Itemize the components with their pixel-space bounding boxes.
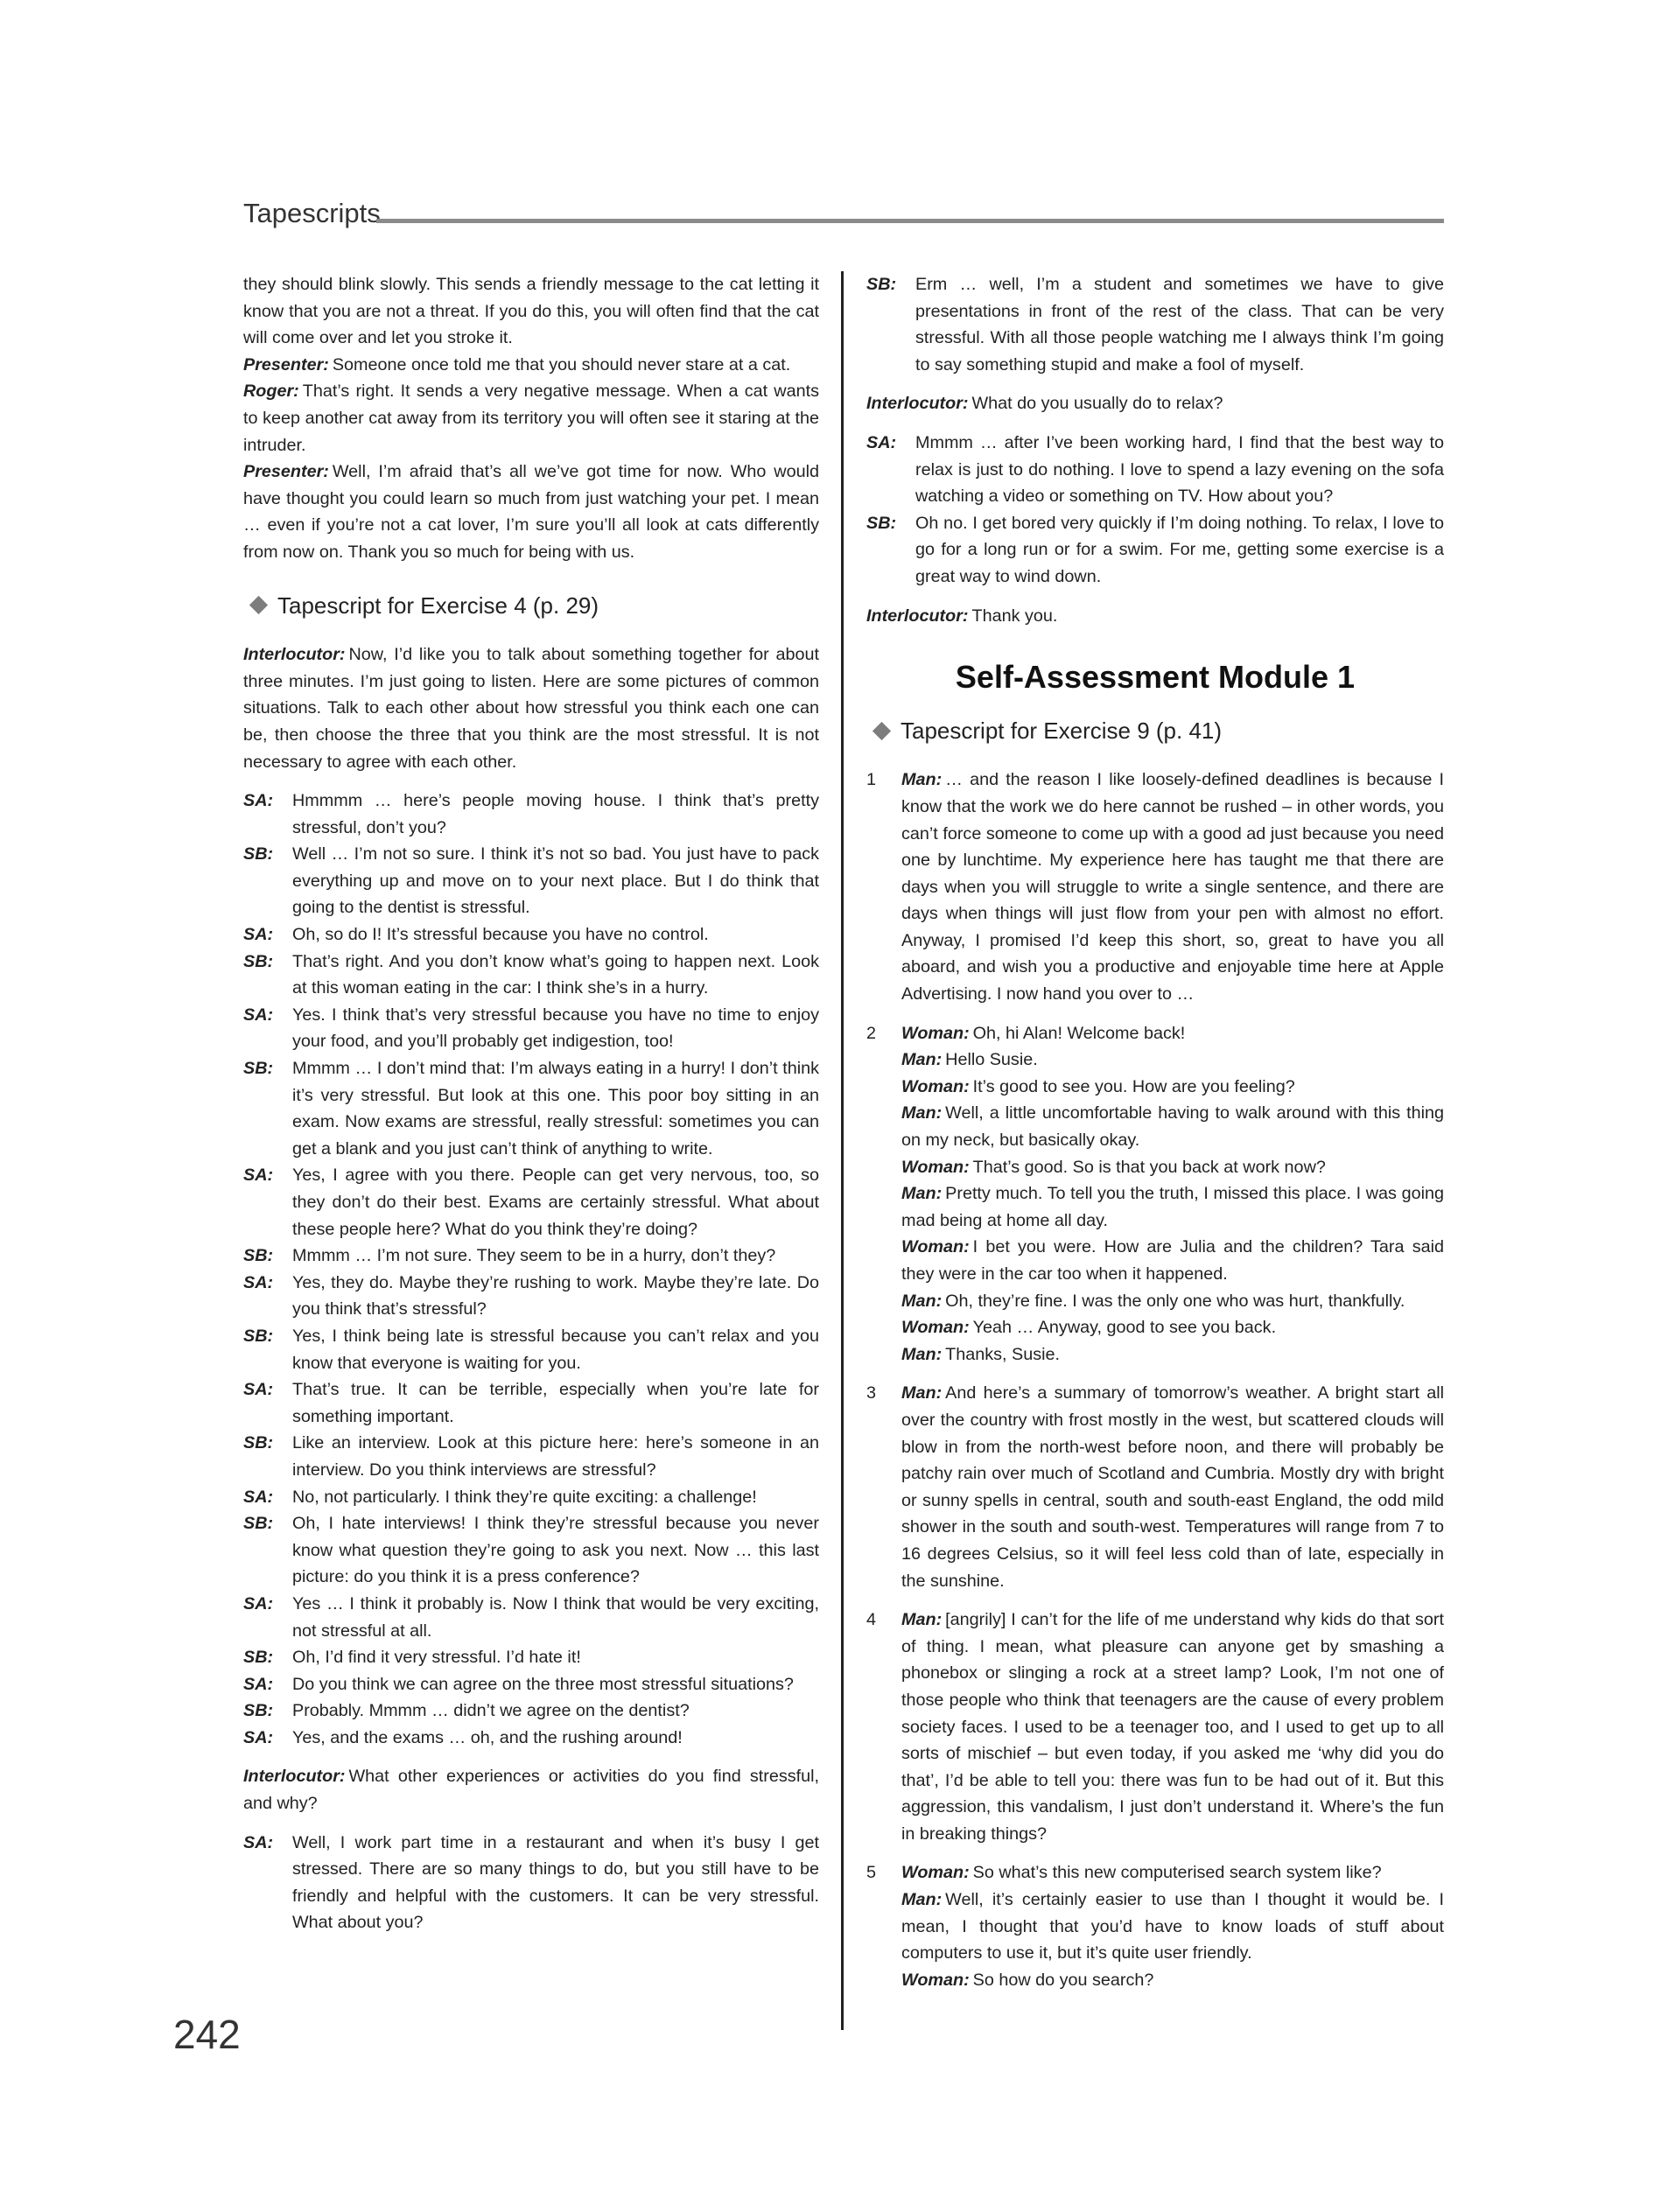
line-text: … and the reason I like loosely-defined deadlines is because I know that the work we do here cannot be rushed – in other words, you can’t force someone to come up with a good ad just because you need one by lunchtime. My experience here has taught me that there are days when you will struggle to write a single sentence, and there are days when things will just flow from your pen with almost no effort. Anyway, I promised I’d keep this short, so, great to have you all aboard, and wish you a productive and enjoyable time here at Apple Advertising. I now hand you over to … <box>901 770 1444 1004</box>
interlocutor-paragraph <box>866 390 1444 417</box>
paragraph-text: Someone once told me that you should never stare at a cat. <box>332 354 791 374</box>
item-line <box>901 1314 1444 1341</box>
exercise-heading-text: Tapescript for Exercise 4 (p. 29) <box>277 592 599 619</box>
paragraph-text: they should blink slowly. This sends a friendly message to the cat letting it know that you are not a threat. If you do this, you will often find that the cat will come over and let you stroke it. <box>243 275 819 348</box>
item-body <box>901 1606 1444 1847</box>
numbered-item <box>866 1380 1444 1594</box>
turn-text: Do you think we can agree on the three most stressful situations? <box>292 1674 794 1694</box>
speaker-label: Man: <box>901 1050 943 1070</box>
item-line <box>901 1859 1444 1886</box>
speaker-label: SB: <box>243 951 274 971</box>
turn-text: Yes, I agree with you there. People can get very nervous, too, so they don’t do their best. Exams are certainly stressful. What about these people here? What do you think they’re doing? <box>292 1166 819 1239</box>
dialogue-turn <box>243 1671 819 1698</box>
dialogue-turn <box>243 1055 819 1162</box>
item-line <box>901 766 1444 1007</box>
speaker-label: Man: <box>901 1184 943 1204</box>
speaker-label: SB: <box>866 513 897 533</box>
speaker-label: Woman: <box>901 1237 970 1257</box>
turn-text: Well, I work part time in a restaurant and when it’s busy I get stressed. There are so many things to do, but you still have to be friendly and helpful with the customers. It can be very stressful. What about you? <box>292 1832 819 1933</box>
item-line <box>901 1046 1444 1074</box>
dialogue-turn <box>243 1510 819 1591</box>
speaker-label: SA: <box>243 1727 274 1747</box>
item-line <box>901 1380 1444 1594</box>
numbered-item <box>866 1859 1444 1993</box>
speaker-label: SB: <box>243 1059 274 1079</box>
turn-text: Probably. Mmmm … didn’t we agree on the dentist? <box>292 1701 690 1721</box>
dialogue-block <box>866 430 1444 591</box>
interlocutor-paragraph <box>243 1763 819 1816</box>
paragraph <box>243 378 819 458</box>
speaker-label: Presenter: <box>243 462 329 482</box>
turn-text: No, not particularly. I think they’re quite exciting: a challenge! <box>292 1487 757 1507</box>
dialogue-block <box>866 271 1444 378</box>
line-text: So how do you search? <box>972 1970 1154 1990</box>
item-number: 5 <box>866 1863 877 1883</box>
speaker-label: Man: <box>901 770 943 790</box>
turn-text: Mmmm … after I’ve been working hard, I find that the best way to relax is just to do nothing. I love to spend a lazy evening on the sofa watching a video or something on TV. How about you? <box>915 432 1444 507</box>
speaker-label: Woman: <box>901 1970 970 1990</box>
speaker-label: Woman: <box>901 1157 970 1177</box>
speaker-label: Woman: <box>901 1863 970 1883</box>
item-line <box>901 1967 1444 1994</box>
dialogue-block <box>243 1830 819 1936</box>
speaker-label: SA: <box>243 1832 274 1852</box>
item-number: 1 <box>866 770 877 790</box>
turn-text: Yes, I think being late is stressful because you can’t relax and you know that everyone is waiting for you. <box>292 1326 819 1373</box>
paragraph-text: Thank you. <box>971 606 1058 626</box>
page-header <box>243 198 1444 233</box>
paragraph-text: That’s right. It sends a very negative message. When a cat wants to keep another cat away from its territory you will often see it staring at the intruder. <box>243 382 819 455</box>
speaker-label: Presenter: <box>243 354 329 374</box>
item-number: 2 <box>866 1023 877 1043</box>
dialogue-turn <box>243 1644 819 1671</box>
dialogue-turn <box>243 1376 819 1430</box>
turn-text: Like an interview. Look at this picture here: here’s someone in an interview. Do you think interviews are stressful? <box>292 1433 819 1480</box>
dialogue-block <box>243 788 819 1751</box>
turn-text: Yes. I think that’s very stressful because you have no time to enjoy your food, and you’ll probably get indigestion, too! <box>292 1004 819 1052</box>
dialogue-turn <box>243 1698 819 1725</box>
speaker-label: SA: <box>243 1166 274 1186</box>
speaker-label: SA: <box>243 925 274 945</box>
dialogue-turn <box>243 948 819 1002</box>
item-line <box>901 1606 1444 1847</box>
paragraph-text: What other experiences or activities do you find stressful, and why? <box>243 1767 819 1814</box>
numbered-item <box>866 1606 1444 1847</box>
interlocutor-paragraph <box>243 641 819 775</box>
dialogue-turn <box>243 1162 819 1242</box>
dialogue-turn <box>243 1484 819 1511</box>
line-text: Oh, they’re fine. I was the only one who was hurt, thankfully. <box>945 1291 1405 1311</box>
speaker-label: SB: <box>866 275 897 294</box>
item-line <box>901 1100 1444 1153</box>
speaker-label: SA: <box>243 791 274 811</box>
dialogue-turn <box>243 921 819 948</box>
line-text: It’s good to see you. How are you feeling? <box>972 1076 1295 1096</box>
speaker-label: SA: <box>243 1487 274 1507</box>
item-line <box>901 1074 1444 1101</box>
paragraph-text: What do you usually do to relax? <box>971 394 1223 414</box>
numbered-item <box>866 766 1444 1007</box>
speaker-label: Woman: <box>901 1076 970 1096</box>
line-text: Thanks, Susie. <box>945 1344 1060 1364</box>
speaker-label: SA: <box>243 1674 274 1694</box>
speaker-label: SA: <box>243 1380 274 1400</box>
interlocutor-paragraph <box>866 603 1444 630</box>
speaker-label: Roger: <box>243 382 299 402</box>
column-divider <box>841 271 844 2030</box>
line-text: Well, a little uncomfortable having to walk around with this thing on my neck, but basically okay. <box>901 1103 1444 1151</box>
line-text: Pretty much. To tell you the truth, I missed this place. I was going mad being at home all day. <box>901 1184 1444 1230</box>
speaker-label: SA: <box>243 1272 274 1292</box>
item-line <box>901 1020 1444 1047</box>
speaker-label: Man: <box>901 1383 943 1404</box>
item-number: 4 <box>866 1610 877 1630</box>
turn-text: Well … I’m not so sure. I think it’s not so bad. You just have to pack everything up and move on to your next place. But I do think that going to the dentist is stressful. <box>292 844 819 918</box>
dialogue-turn <box>243 1323 819 1376</box>
item-body <box>901 1859 1444 1993</box>
left-intro <box>243 271 819 566</box>
paragraph <box>243 271 819 352</box>
turn-text: Hmmmm … here’s people moving house. I think that’s pretty stressful, don’t you? <box>292 791 819 837</box>
speaker-label: Interlocutor: <box>243 645 346 665</box>
exercise-heading-text: Tapescript for Exercise 9 (p. 41) <box>901 717 1223 744</box>
speaker-label: Woman: <box>901 1023 970 1043</box>
turn-text: Oh no. I get bored very quickly if I’m doing nothing. To relax, I love to go for a long run or for a swim. For me, getting some exercise is a great way to wind down. <box>915 513 1444 586</box>
turn-text: Oh, so do I! It’s stressful because you have no control. <box>292 925 709 945</box>
page-number: 242 <box>173 2012 241 2057</box>
turn-text: That’s true. It can be terrible, especially when you’re late for something important. <box>292 1380 819 1426</box>
exercise-heading <box>875 718 1444 745</box>
turn-text: Erm … well, I’m a student and sometimes we have to give presentations in front of the rest of the class. That can be very stressful. With all those people watching me I always think I’m going to say something stupid and make a fool of myself. <box>915 275 1444 374</box>
paragraph <box>243 352 819 379</box>
paragraph <box>243 458 819 565</box>
item-line <box>901 1234 1444 1287</box>
line-text: Yeah … Anyway, good to see you back. <box>972 1318 1277 1338</box>
paragraph-text: Well, I’m afraid that’s all we’ve got time for now. Who would have thought you could learn so much from just watching your pet. I mean … even if you’re not a cat lover, I’m sure you’ll all look at cats differently from now on. Thank you so much for being with us. <box>243 462 819 562</box>
speaker-label: SB: <box>243 1514 274 1534</box>
item-line <box>901 1288 1444 1315</box>
line-text: And here’s a summary of tomorrow’s weather. A bright start all over the country with frost mostly in the west, but scattered clouds will blow in from the north-west before noon, and there will probably be patchy rain over much of Scotland and Cumbria. Mostly dry with bright or sunny spells in central, south and south-east England, the odd mild shower in the south and south-west. Temperatures will range from 7 to 16 degrees Celsius, so it will feel less cold than of late, especially in the sunshine. <box>901 1383 1444 1591</box>
dialogue-turn <box>243 1591 819 1644</box>
turn-text: Yes, and the exams … oh, and the rushing around! <box>292 1727 683 1747</box>
paragraph-text: Now, I’d like you to talk about something together for about three minutes. I’m just going to listen. Here are some pictures of common situations. Talk to each other about how stressful you think each one can be, then choose the three that you think are the most stressful. It is not necessary to agree with each other. <box>243 645 819 772</box>
header-rule <box>376 219 1444 223</box>
speaker-label: SA: <box>866 432 897 452</box>
speaker-label: Man: <box>901 1610 943 1630</box>
speaker-label: SB: <box>243 844 274 864</box>
speaker-label: SB: <box>243 1648 274 1668</box>
speaker-label: Man: <box>901 1344 943 1364</box>
item-line <box>901 1341 1444 1368</box>
numbered-items <box>866 766 1444 1993</box>
dialogue-turn <box>243 1725 819 1752</box>
line-text: Well, it’s certainly easier to use than I thought it would be. I mean, I thought that you’d have to know loads of stuff about computers to use it, but it’s quite user friendly. <box>901 1890 1444 1964</box>
dialogue-turn <box>866 271 1444 378</box>
dialogue-turn <box>866 510 1444 591</box>
diamond-bullet-icon <box>249 596 268 614</box>
dialogue-turn <box>243 788 819 841</box>
speaker-label: SA: <box>243 1004 274 1025</box>
turn-text: Yes, they do. Maybe they’re rushing to work. Maybe they’re late. Do you think that’s stressful? <box>292 1272 819 1320</box>
dialogue-turn <box>243 1242 819 1270</box>
line-text: I bet you were. How are Julia and the children? Tara said they were in the car too when it happened. <box>901 1237 1444 1284</box>
dialogue-turn <box>243 841 819 921</box>
turn-text: Yes … I think it probably is. Now I think that would be very exciting, not stressful at all. <box>292 1593 819 1641</box>
speaker-label: SA: <box>243 1593 274 1614</box>
item-line <box>901 1886 1444 1967</box>
numbered-item <box>866 1020 1444 1368</box>
module-title: Self-Assessment Module 1 <box>955 659 1356 696</box>
item-body <box>901 1020 1444 1368</box>
line-text: Oh, hi Alan! Welcome back! <box>972 1023 1186 1043</box>
dialogue-turn <box>243 1002 819 1055</box>
turn-text: That’s right. And you don’t know what’s going to happen next. Look at this woman eating in the car: I think she’s in a hurry. <box>292 951 819 998</box>
header-title: Tapescripts <box>243 198 381 228</box>
line-text: So what’s this new computerised search system like? <box>972 1863 1382 1883</box>
item-body <box>901 1380 1444 1594</box>
speaker-label: Man: <box>901 1103 943 1124</box>
item-number: 3 <box>866 1383 877 1404</box>
line-text: [angrily] I can’t for the life of me understand why kids do that sort of thing. I mean, what pleasure can anyone get by smashing a phonebox or slinging a rock at a street lamp? Look, I’m not one of those people who think that teenagers are the cause of every problem society faces. I used to be a teenager too, and I used to get up to all sorts of mischief – but even today, if you asked me ‘why did you do that’, I’d be able to tell you: there was fun to be had out of it. But this aggression, this vandalism, I just don’t understand it. Where’s the fun in breaking things? <box>901 1610 1444 1844</box>
line-text: Hello Susie. <box>945 1050 1038 1070</box>
dialogue-turn <box>243 1270 819 1323</box>
turn-text: Mmmm … I’m not sure. They seem to be in a hurry, don’t they? <box>292 1246 776 1266</box>
turn-text: Oh, I’d find it very stressful. I’d hate it! <box>292 1648 581 1668</box>
speaker-label: SB: <box>243 1246 274 1266</box>
speaker-label: SB: <box>243 1433 274 1453</box>
speaker-label: SB: <box>243 1326 274 1346</box>
line-text: That’s good. So is that you back at work now? <box>972 1157 1326 1177</box>
turn-text: Oh, I hate interviews! I think they’re stressful because you never know what question they’re going to ask you next. Now … this last picture: do you think it is a press conference? <box>292 1514 819 1587</box>
speaker-label: Woman: <box>901 1318 970 1338</box>
speaker-label: SB: <box>243 1701 274 1721</box>
speaker-label: Interlocutor: <box>243 1767 346 1787</box>
item-body <box>901 766 1444 1007</box>
speaker-label: Interlocutor: <box>866 394 969 414</box>
diamond-bullet-icon <box>873 721 891 739</box>
right-column <box>866 271 1444 2006</box>
left-column <box>243 271 819 1949</box>
turn-text: Mmmm … I don’t mind that: I’m always eating in a hurry! I don’t think it’s very stressful. But look at this one. This poor boy sitting in an exam. Now exams are stressful, really stressful: sometimes you can get a blank and you just can’t think of anything to write. <box>292 1059 819 1158</box>
item-line <box>901 1154 1444 1181</box>
dialogue-turn <box>243 1430 819 1483</box>
speaker-label: Interlocutor: <box>866 606 969 626</box>
speaker-label: Man: <box>901 1890 943 1910</box>
dialogue-turn <box>243 1830 819 1936</box>
speaker-label: Man: <box>901 1291 943 1311</box>
item-line <box>901 1180 1444 1234</box>
dialogue-turn <box>866 430 1444 510</box>
exercise-heading <box>252 592 819 620</box>
